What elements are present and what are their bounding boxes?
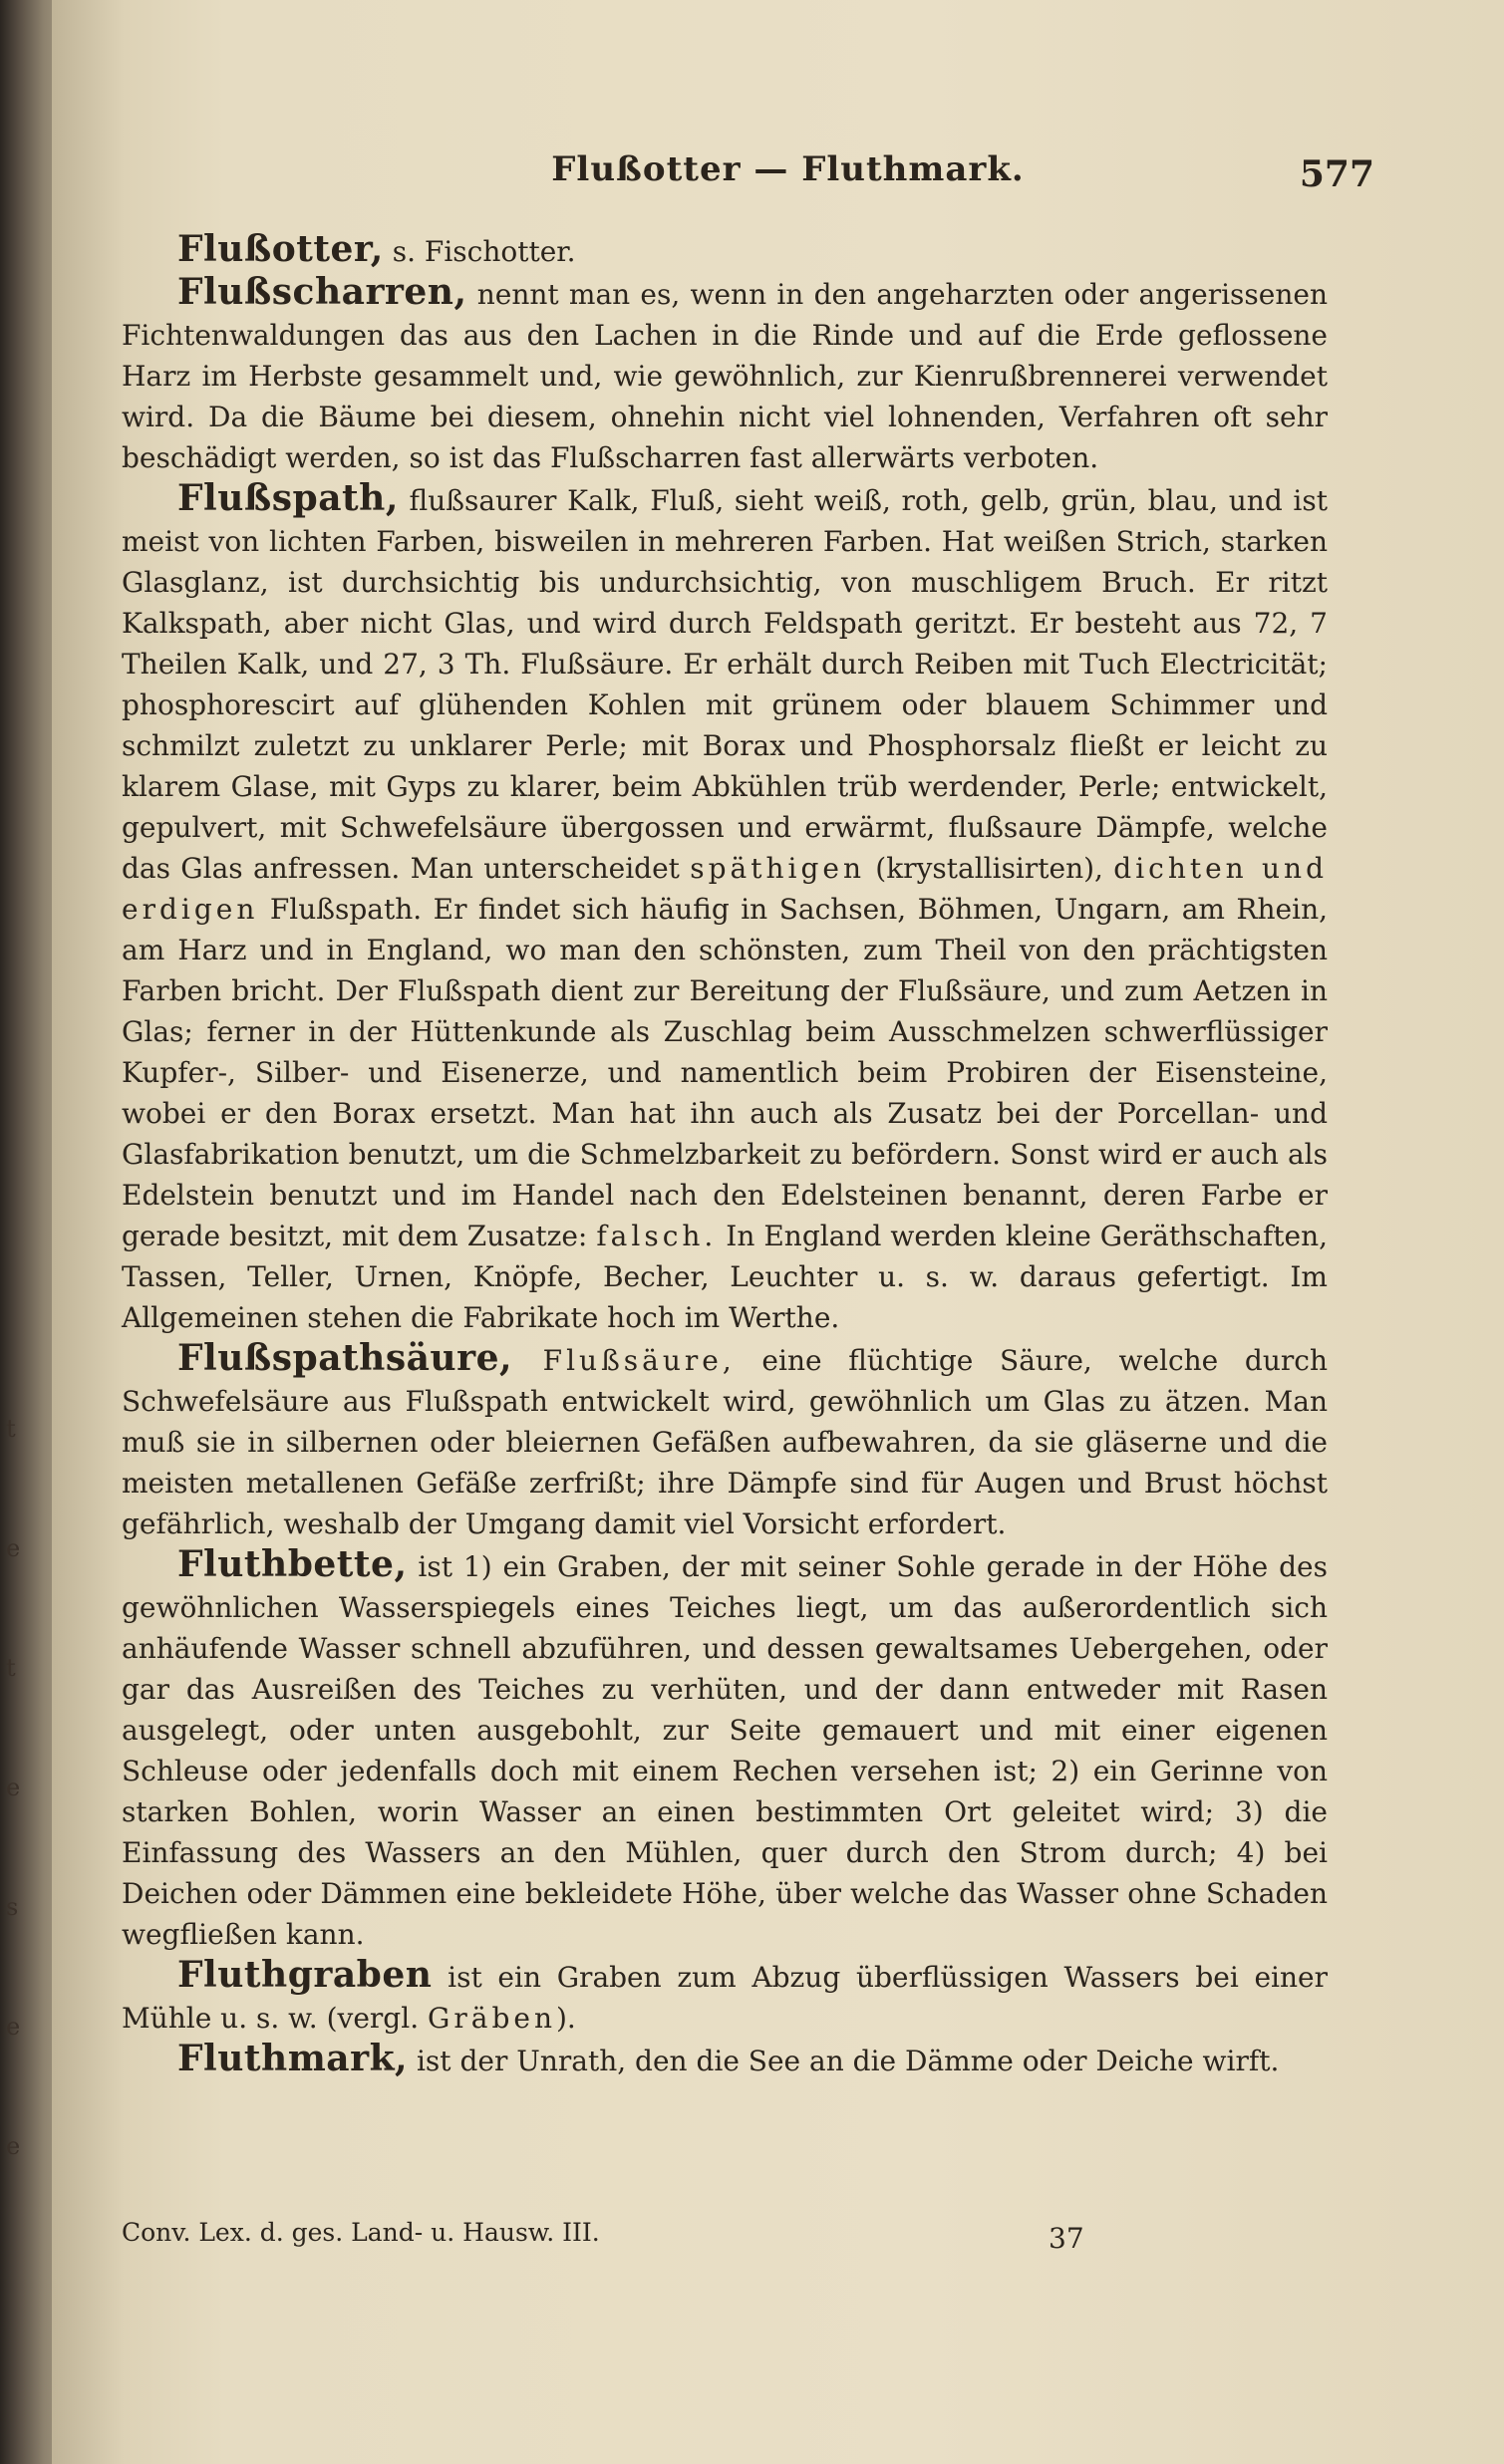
bleed-char: e — [6, 2132, 21, 2160]
entry-fluthmark — [122, 2039, 1328, 2081]
spaced-term: dichten und erdigen — [122, 852, 1329, 926]
entry-body: (krystallisirten), — [864, 852, 1114, 885]
page-number: 577 — [1299, 153, 1374, 195]
bleed-char: e — [6, 2013, 21, 2041]
entry-body: Flußspath. Er findet sich häufig in Sachsen, Böhmen, Ungarn, am Rhein, am Harz und in England, wo man den schönsten, zum Theil von den prächtigsten Farben bricht. Der Flußspath dient zur Bereitung der Flußsäure, und zum Aetzen in Glas; ferner in der Hüttenkunde als Zuschlag beim Ausschmelzen schwerflüssiger Kupfer-, Silber- und Eisenerze, und namentlich beim Probiren der Eisensteine, wobei er den Borax ersetzt. Man hat ihn auch als Zusatz bei der Porcellan- und Glasfabrikation benutzt, um die Schmelzbarkeit zu befördern. Sonst wird er auch als Edelstein benutzt und im Handel nach den Edelsteinen benannt, deren Farbe er gerade besitzt, mit dem Zusatze: — [122, 893, 1328, 1252]
entry-body: ist ein Graben zum Abzug überflüssigen Wassers bei einer Mühle u. s. w. (vergl. — [122, 1961, 1328, 2035]
headword: Flußotter, — [177, 228, 384, 270]
bleed-char: t — [6, 1654, 16, 1682]
running-header — [201, 149, 1374, 209]
entry-flussscharren — [122, 272, 1328, 478]
entry-body: flußsaurer Kalk, Fluß, sieht weiß, roth, gelb, grün, blau, und ist meist von lichten Farben, bisweilen in mehreren Farben. Hat weißen Strich, starken Glasglanz, ist durchsichtig bis undurchsichtig, von muschligem Bruch. Er ritzt Kalkspath, aber nicht Glas, und wird durch Feldspath geritzt. Er besteht aus 72, 7 Theilen Kalk, und 27, 3 Th. Flußsäure. Er erhält durch Reiben mit Tuch Electricität; phosphorescirt auf glühenden Kohlen mit grünem oder blauem Schimmer und schmilzt zuletzt zu unklarer Perle; mit Borax und Phosphorsalz fließt er leicht zu klarem Glase, mit Gyps zu klarer, beim Abkühlen trüb werdender, Perle; entwickelt, gepulvert, mit Schwefelsäure übergossen und erwärmt, flußsaure Dämpfe, welche das Glas anfressen. Man unterscheidet — [122, 484, 1328, 885]
entry-fluthbette — [122, 1544, 1328, 1955]
entry-flussspathsaeure — [122, 1338, 1328, 1544]
bleed-char: s — [6, 1893, 19, 1921]
bleed-char: e — [6, 1534, 21, 1562]
headword: Flußscharren, — [177, 271, 467, 313]
book-page — [52, 0, 1504, 2464]
entry-body: s. Fischotter. — [383, 235, 576, 268]
headword: Flußspathsäure, — [177, 1337, 512, 1379]
signature-mark: 37 — [1049, 2222, 1084, 2255]
entry-body: In England werden kleine Geräthschaften, Tassen, Teller, Urnen, Knöpfe, Becher, Leuchter u. s. w. daraus gefertigt. Im Allgemeinen stehen die Fabrikate hoch im Werthe. — [122, 1220, 1329, 1334]
entry-flussspath — [122, 478, 1328, 1338]
headword: Fluthbette, — [177, 1543, 408, 1585]
bleed-char: e — [6, 1774, 21, 1801]
spaced-term: späthigen — [690, 852, 865, 885]
facing-page-bleed — [6, 1415, 36, 2252]
entry-body: ). — [555, 2002, 576, 2035]
headword: Fluthmark, — [177, 2038, 409, 2079]
entry-body: eine flüchtige Säure, welche durch Schwefelsäure aus Flußspath entwickelt wird, gewöhnlich um Glas zu ätzen. Man muß sie in silbernen oder bleiernen Gefäßen aufbewahren, da sie gläserne und die meisten metallenen Gefäße zerfrißt; ihre Dämpfe sind für Augen und Brust höchst gefährlich, weshalb der Umgang damit viel Vorsicht erfordert. — [122, 1344, 1328, 1540]
lexicon-text — [122, 229, 1328, 2081]
headword: Flußspath, — [177, 477, 399, 519]
entry-body: ist der Unrath, den die See an die Dämme oder Deiche wirft. — [408, 2045, 1280, 2077]
spaced-term: Gräben — [428, 2002, 556, 2035]
entry-body: ist 1) ein Graben, der mit seiner Sohle gerade in der Höhe des gewöhnlichen Wasserspiegels eines Teiches liegt, um das außerordentlich sich anhäufende Wasser schnell abzuführen, und dessen gewaltsames Uebergehen, oder gar das Ausreißen des Teiches zu verhüten, und der dann entweder mit Rasen ausgelegt, oder unten ausgebohlt, zur Seite gemauert und mit einer eigenen Schleuse oder jedenfalls doch mit einem Rechen versehen ist; 2) ein Gerinne von starken Bohlen, worin Wasser an einen bestimmten Ort geleitet wird; 3) die Einfassung des Wassers an den Mühlen, quer durch den Strom durch; 4) bei Deichen oder Dämmen eine bekleidete Höhe, über welche das Wasser ohne Schaden wegfließen kann. — [122, 1550, 1328, 1951]
entry-flussotter — [122, 229, 1328, 272]
spaced-term: Flußsäure, — [512, 1344, 736, 1377]
header-title: Flußotter — Fluthmark. — [551, 149, 1025, 189]
entry-body: nennt man es, wenn in den angeharzten oder angerissenen Fichtenwaldungen das aus den Lachen in die Rinde und auf die Erde geflossene Harz im Herbste gesammelt und, wie gewöhnlich, zur Kienrußbrennerei verwendet wird. Da die Bäume bei diesem, ohnehin nicht viel lohnenden, Verfahren oft sehr beschädigt werden, so ist das Flußscharren fast allerwärts verboten. — [122, 278, 1328, 474]
spaced-term: falsch. — [596, 1220, 718, 1252]
footer-source: Conv. Lex. d. ges. Land- u. Hausw. III. — [122, 2218, 600, 2247]
bleed-char: t — [6, 1415, 16, 1443]
headword: Fluthgraben — [177, 1954, 433, 1996]
entry-fluthgraben — [122, 1955, 1328, 2039]
